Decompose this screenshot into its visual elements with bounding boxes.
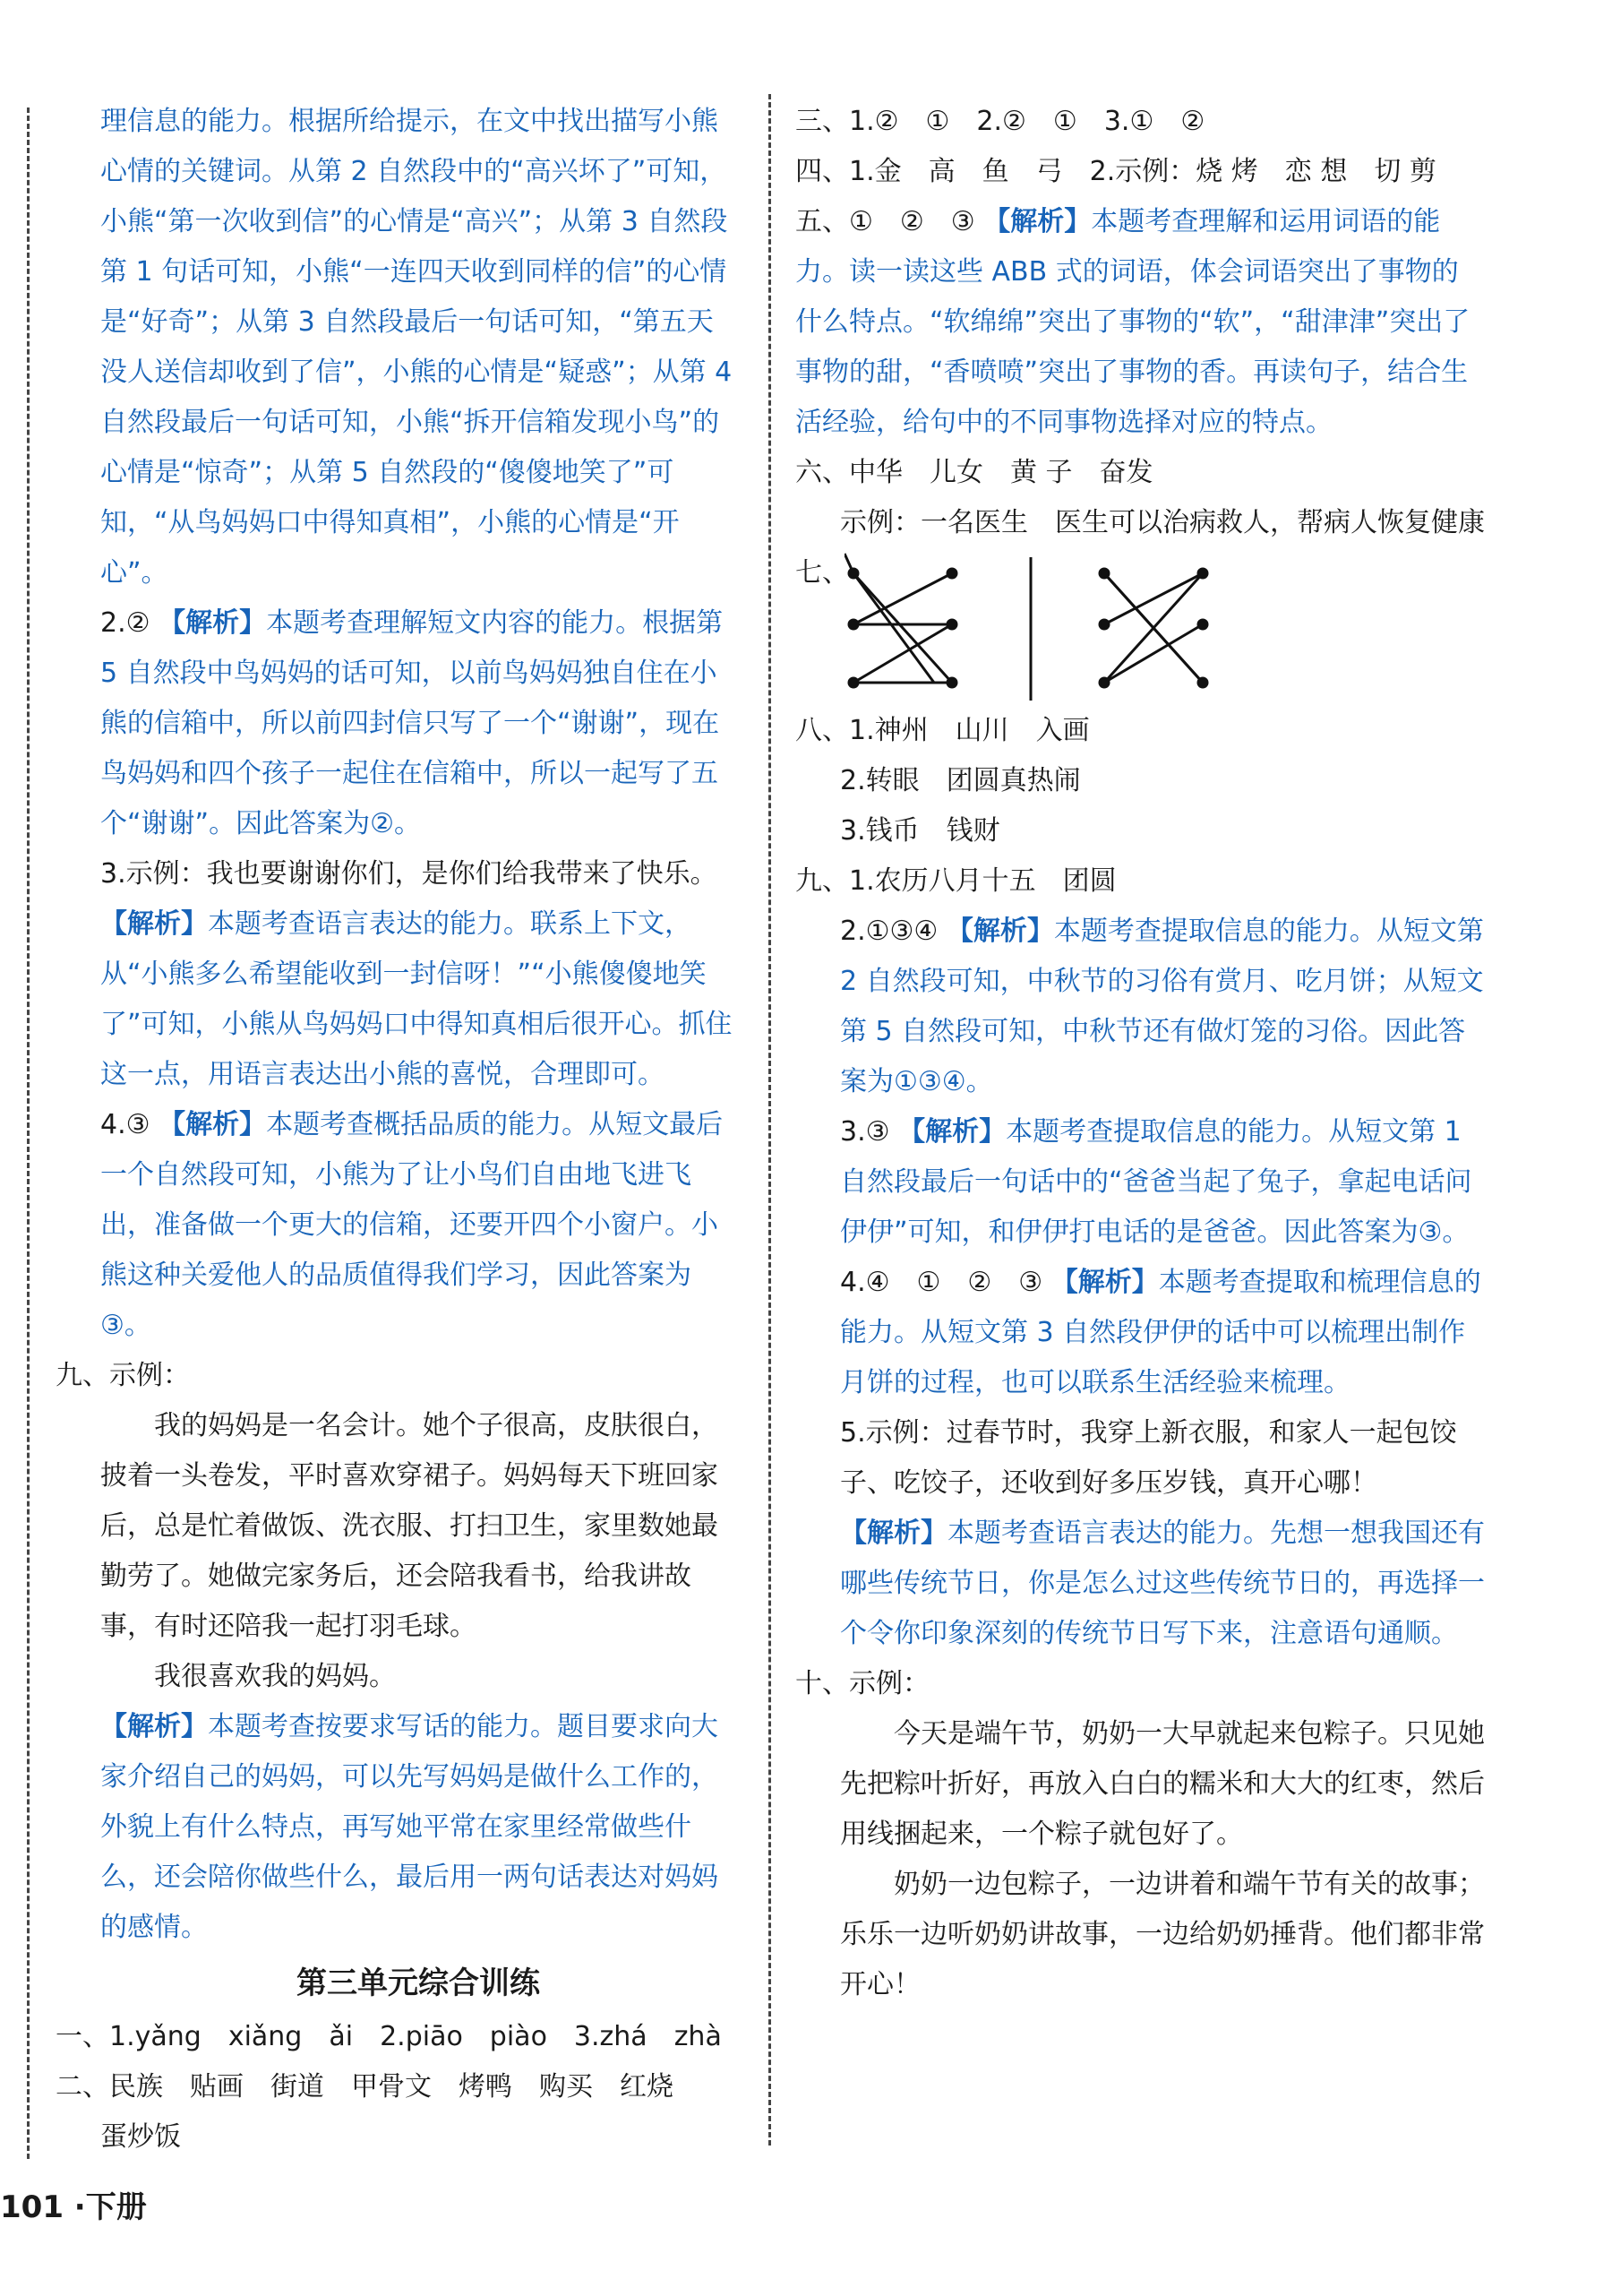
q2-answer: 2.② — [100, 607, 150, 639]
section-8-3: 3.钱币 钱财 — [840, 815, 1000, 847]
unit-section-1: 一、1.yǎng xiǎng ǎi 2.piāo piào 3.zhá zhà — [56, 2021, 722, 2052]
section-10-label: 十、示例： — [795, 1668, 930, 1699]
q1-continued-text: 理信息的能力。根据所给提示，在文中找出描写小熊心情的关键词。从第 2 自然段中的“高兴坏了”可知，小熊“第一次收到信”的心情是“高兴”；从第 3 自然段第 1 句话可知，小熊“一连四天收到同样的信”的心情是“好奇”；从第 3 自然段最后一句话可知，“第五天没人送信却收到了信”，小熊的心情是“疑惑”；从第 4 自然段最后一句话可知，小熊“拆开信箱发现小鸟”的心情是“惊奇”；从第 5 自然段的“傻傻地笑了”可知，“从鸟妈妈口中得知真相”，小熊的心情是“开心”。 — [100, 106, 733, 589]
left-column — [56, 97, 736, 2163]
section-9-5-analysis-tag: 【解析】 — [840, 1518, 947, 1549]
section-3: 三、1.② ① 2.② ① 3.① ② — [795, 106, 1205, 137]
q4-analysis-tag: 【解析】 — [159, 1109, 267, 1140]
section-9-2-analysis: 本题考查提取信息的能力。从短文第 2 自然段可知，中秋节的习俗有赏月、吃月饼；从短文第 5 自然段可知，中秋节还有做灯笼的习俗。因此答案为①③④。 — [840, 916, 1484, 1097]
column-divider — [768, 94, 771, 2146]
section-5-answer: 五、① ② ③ — [795, 206, 975, 237]
section-9-analysis-tag: 【解析】 — [100, 1711, 208, 1742]
matching-lines-diagram — [845, 548, 1230, 706]
section-9-4-analysis: 本题考查提取和梳理信息的能力。从短文第 3 自然段伊伊的话中可以梳理出制作月饼的过程，也可以联系生活经验来梳理。 — [840, 1267, 1481, 1398]
q3-answer: 3.示例：我也要谢谢你们，是你们给我带来了快乐。 — [100, 858, 717, 890]
q4-answer: 4.③ — [100, 1109, 150, 1140]
page-number-footer: 101 ·下册 — [0, 2189, 147, 2225]
section-9-3-answer: 3.③ — [840, 1116, 890, 1148]
section-8-2: 2.转眼 团圆真热闹 — [840, 765, 1081, 796]
section-7 — [795, 548, 1485, 706]
section-5-analysis: 本题考查理解和运用词语的能力。读一读这些 ABB 式的词语，体会词语突出了事物的什么特点。“软绵绵”突出了事物的“软”，“甜津津”突出了事物的甜，“香喷喷”突出了事物的香。再读句子，结合生活经验，给句中的不同事物选择对应的特点。 — [795, 206, 1471, 438]
section-9-5-analysis: 本题考查语言表达的能力。先想一想我国还有哪些传统节日，你是怎么过这些传统节日的，再选择一个令你印象深刻的传统节日写下来，注意语句通顺。 — [840, 1518, 1485, 1649]
q2-analysis: 本题考查理解短文内容的能力。根据第 5 自然段中鸟妈妈的话可知，以前鸟妈妈独自住在小熊的信箱中，所以前四封信只写了一个“谢谢”，现在鸟妈妈和四个孩子一起住在信箱中，所以一起写了五个“谢谢”。因此答案为②。 — [100, 607, 724, 839]
section-6: 六、中华 儿女 黄 子 奋发 — [795, 457, 1153, 488]
section-9-story-end: 我很喜欢我的妈妈。 — [154, 1661, 396, 1692]
section-10-story: 今天是端午节，奶奶一大早就起来包粽子。只见她先把粽叶折好，再放入白白的糯米和大大的红枣，然后用线捆起来，一个粽子就包好了。 — [840, 1718, 1485, 1850]
q3-analysis-tag: 【解析】 — [100, 908, 208, 940]
section-9-story: 我的妈妈是一名会计。她个子很高，皮肤很白，披着一头卷发，平时喜欢穿裙子。妈妈每天下班回家后，总是忙着做饭、洗衣服、打扫卫生，家里数她最勤劳了。她做完家务后，还会陪我看书，给我讲故事，有时还陪我一起打羽毛球。 — [100, 1410, 718, 1642]
section-9-label: 九、示例： — [56, 1360, 190, 1391]
unit-section-2-cont: 蛋炒饭 — [100, 2121, 181, 2153]
section-9-4-analysis-tag: 【解析】 — [1050, 1267, 1159, 1298]
section-7-label: 七、 — [795, 557, 849, 589]
section-9-2-answer: 2.①③④ — [840, 916, 939, 947]
left-margin-dashed-line — [27, 107, 30, 2159]
section-9-analysis: 本题考查按要求写话的能力。题目要求向大家介绍自己的妈妈，可以先写妈妈是做什么工作的，外貌上有什么特点，再写她平常在家里经常做些什么，还会陪你做些什么，最后用一两句话表达对妈妈的感情。 — [100, 1711, 718, 1943]
section-4: 四、1.金 高 鱼 弓 2.示例：烧 烤 恋 想 切 剪 — [795, 156, 1436, 187]
section-9-4-answer: 4.④ ① ② ③ — [840, 1267, 1043, 1298]
section-9-5-answer: 5.示例：过春节时，我穿上新衣服，和家人一起包饺子、吃饺子，还收到好多压岁钱，真开心哪！ — [840, 1417, 1457, 1499]
q2-analysis-tag: 【解析】 — [159, 607, 267, 639]
section-9-3-analysis-tag: 【解析】 — [898, 1116, 1007, 1148]
section-9-1: 九、1.农历八月十五 团圆 — [795, 865, 1117, 897]
right-column — [795, 97, 1485, 2010]
q3-analysis: 本题考查语言表达的能力。联系上下文，从“小熊多么希望能收到一封信呀！”“小熊傻傻地笑了”可知，小熊从鸟妈妈口中得知真相后很开心。抓住这一点，用语言表达出小熊的喜悦，合理即可。 — [100, 908, 733, 1090]
q4-analysis: 本题考查概括品质的能力。从短文最后一个自然段可知，小熊为了让小鸟们自由地飞进飞出，准备做一个更大的信箱，还要开四个小窗户。小熊这种关爱他人的品质值得我们学习，因此答案为③。 — [100, 1109, 724, 1341]
section-9-2-analysis-tag: 【解析】 — [946, 916, 1054, 947]
section-5-analysis-tag: 【解析】 — [983, 206, 1092, 237]
section-8-1: 八、1.神州 山川 入画 — [795, 715, 1090, 746]
section-6-example: 示例：一名医生 医生可以治病救人，帮病人恢复健康 — [840, 507, 1485, 538]
unit-title: 第三单元综合训练 — [296, 1965, 540, 2001]
unit-section-2: 二、民族 贴画 街道 甲骨文 烤鸭 购买 红烧 — [56, 2071, 673, 2103]
section-9-3-analysis: 本题考查提取信息的能力。从短文第 1 自然段最后一句话中的“爸爸当起了兔子，拿起电话问伊伊”可知，和伊伊打电话的是爸爸。因此答案为③。 — [840, 1116, 1472, 1248]
section-10-story-end: 奶奶一边包粽子，一边讲着和端午节有关的故事；乐乐一边听奶奶讲故事，一边给奶奶捶背。他们都非常开心！ — [840, 1869, 1485, 2000]
